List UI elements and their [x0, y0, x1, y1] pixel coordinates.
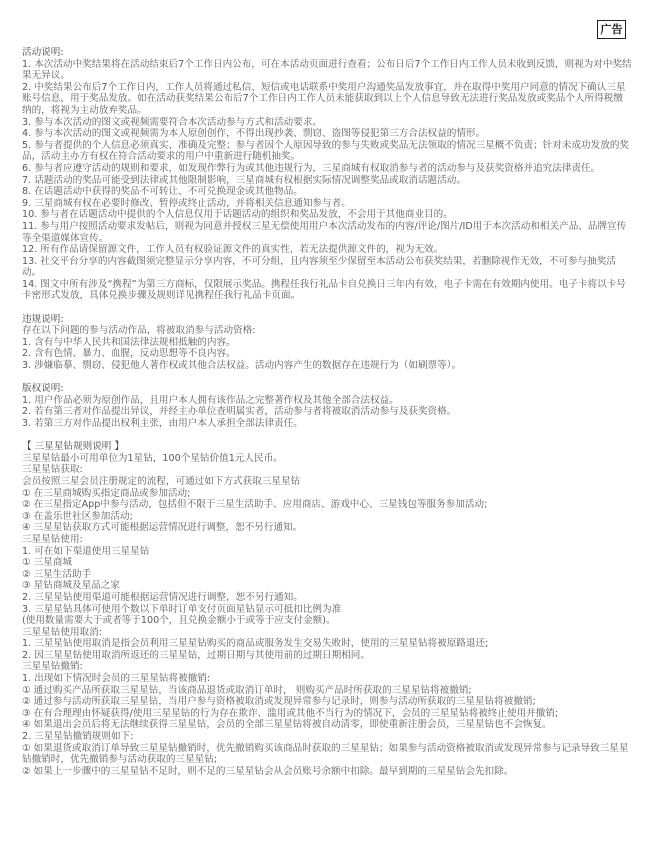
rule-line: 1. 三星星钻使用取消是指会员利用三星星钻购买的商品或服务发生交易失败时，使用的三星星钻将被原路退还;: [22, 638, 489, 650]
rule-line: ③ 在盖乐世社区参加活动;: [22, 510, 133, 522]
rule-line: 6. 参与者应遵守活动的规则和要求，如发现作弊行为或其他违规行为，三星商城有权取消参与者的活动参与及获奖资格并追究法律责任。: [22, 162, 601, 174]
copyright-section: [22, 383, 632, 429]
rule-line: 3. 若第三方对作品提出权利主张，由用户本人承担全部法律责任。: [22, 418, 303, 429]
star-diamond-rules-section: [22, 441, 632, 777]
rule-line: 2. 含有色情、暴力、血腥，反动思想等不良内容。: [22, 348, 236, 360]
rule-line: 12. 所有作品请保留源文件，工作人员有权验证源文件的真实性，若无法提供源文件的，视为无效。: [22, 244, 444, 256]
rule-line: 1. 出现如下情况时会员的三星星钻将被撤销:: [22, 673, 211, 685]
rule-line: 8. 在话题活动中获得的奖品不可转让、不可兑换现金或其他物品。: [22, 186, 303, 198]
rule-line: 存在以下问题的参与活动作品，将被取消参与活动资格:: [22, 325, 256, 337]
rule-line: 1. 可在如下渠道使用三星星钻: [22, 545, 150, 557]
rule-line: 4. 参与本次活动的图文或视频需为本人原创创作，不得出现抄袭、剽窃、盗图等侵犯第三方合法权益的情形。: [22, 128, 486, 140]
rule-line: 2. 三星星钻使用渠道可能根据运营情况进行调整，恕不另行通知。: [22, 591, 303, 603]
rule-line: 三星星钻获取:: [22, 464, 83, 476]
rule-line: ② 通过参与活动所获取三星星钻，当用户参与资格被取消或发现异常参与记录时，则参与活动所获取的三星星钻将被撤销;: [22, 696, 536, 708]
section-heading: 违规说明:: [22, 313, 64, 325]
rule-line: 10. 参与者在话题活动中提供的个人信息仅用于话题活动的组织和奖品发放，不会用于其他商业目的。: [22, 209, 453, 221]
rule-line: 1. 用户作品必须为原创作品，且用户本人拥有该作品之完整著作权及其他全部合法权益。: [22, 394, 399, 406]
rule-line: ④ 如果退出会员后将无法继续获得三星星钻，会员的全部三星星钻将被自动清零，即使重新注册会员，三星星钻也不会恢复。: [22, 719, 552, 731]
rule-line: 13. 社交平台分享的内容截图须完整显示分享内容，不可分组，且内容须至少保留至本活动公布获奖结果，若删除视作无效，不可参与抽奖活动。: [22, 255, 616, 279]
rule-line: 3. 三星星钻具体可使用个数以下单时订单支付页面星钻显示可抵扣比例为准: [22, 603, 342, 615]
rule-line: ③ 在有合理理由怀疑获得/使用三星星钻的行为存在欺诈、滥用或其他不当行为的情况下，会员的三星星钻将被终止使用并撤销;: [22, 707, 559, 719]
rule-line: 3. 涉嫌临摹、剽窃、侵犯他人著作权或其他合法权益。活动内容产生的数据存在违规行为（如刷票等）。: [22, 360, 462, 372]
rule-line: ② 如果上一步骤中的三星星钻不足时，则不足的三星星钻会从会员账号余额中扣除。最早到期的三星星钻会先扣除。: [22, 765, 514, 777]
rule-line: 2. 三星星钻撤销规则如下:: [22, 731, 134, 743]
section-heading: 【 三星星钻规则说明 】: [22, 441, 125, 453]
rule-line: 2. 若有第三者对作品提出异议，并经主办单位查明属实者，活动参与者将被取消活动参与及获奖资格。: [22, 406, 457, 418]
section-heading: 版权说明:: [22, 383, 64, 395]
rule-line: 9. 三星商城有权在必要时修改、暂停或终止活动，并将相关信息通知参与者。: [22, 197, 351, 209]
rule-line: (使用数量需要大于或者等于100个，且兑换金额小于或等于应支付金额)。: [22, 615, 336, 627]
rule-line: ① 三星商城: [22, 557, 73, 569]
section-heading: 活动说明:: [22, 47, 64, 58]
rule-line: 三星星钻使用:: [22, 533, 83, 545]
rule-line: 2. 因三星星钻使用取消所返还的三星星钻，过期日期与其使用前的过期日期相同。: [22, 649, 370, 661]
rule-line: ③ 星钻商城及星品之家: [22, 580, 120, 592]
rule-line: 1. 本次活动中奖结果将在活动结束后7个工作日内公布，可在本活动页面进行查看；公布日后7个工作日内工作人员未收到反馈，则视为对中奖结果无异议。: [22, 58, 632, 82]
violation-rules-section: [22, 314, 632, 372]
rule-line: 2. 中奖结果公布后7个工作日内，工作人员将通过私信、短信或电话联系中奖用户沟通奖品发放事宜，并在取得中奖用户同意的情况下确认三星账号信息，用于奖品发放。如在活动获奖结果公布后7个工作日内工作人员未能获取到以上个人信息导致无法进行奖品发放或奖品个人所得税缴纳的，将视为主动放弃奖品。: [22, 81, 626, 116]
rule-line: 11. 参与用户按照活动要求发帖后，则视为同意并授权三星无偿使用用户本次活动发布的内容/评论/图片/ID用于本次活动和相关产品、品牌宣传等全渠道媒体宣传。: [22, 220, 627, 244]
rule-line: ④ 三星星钻获取方式可能根据运营情况进行调整，恕不另行通知。: [22, 522, 303, 534]
ad-badge: 广告: [597, 20, 626, 39]
activity-rules-section: [22, 47, 632, 302]
rule-line: ② 三星生活助手: [22, 568, 92, 580]
rule-line: 会员按照三星会员注册规定的流程，可通过如下方式获取三星星钻: [22, 475, 301, 487]
rule-line: ① 在三星商城购买指定商品或参加活动;: [22, 487, 191, 499]
rules-document: [22, 47, 632, 789]
rule-line: ② 在三星指定App中参与活动，包括但不限于三星生活助手、应用商店、游戏中心、三星钱包等服务参加活动;: [22, 499, 488, 511]
rule-line: 7. 话题活动的奖品可能受到法律或其他限制影响，三星商城有权根据实际情况调整奖品或取消话题活动。: [22, 174, 466, 186]
rule-line: 5. 参与者提供的个人信息必须真实、准确及完整；参与者因个人原因导致的参与失败或奖品无法领取的情况三星概不负责；针对未成功发放的奖品，活动主办方有权在符合活动要求的用户中重新进行随机抽奖。: [22, 139, 630, 163]
rule-line: 三星星钻最小可用单位为1星钻，100个星钻价值1元人民币。: [22, 452, 283, 464]
rule-line: ① 如果退货或取消订单导致三星星钻撤销时，优先撤销购买该商品时获取的三星星钻；如果参与活动资格被取消或发现异常参与记录导致三星星钻撤销时，优先撤销参与活动获取的三星星钻;: [22, 742, 629, 766]
rule-line: 1. 含有与中华人民共和国法律法规相抵触的内容。: [22, 336, 236, 348]
rule-line: 三星星钻撤销:: [22, 661, 83, 673]
rule-line: ① 通过购买产品所获取三星星钻，当该商品退货或取消订单时， 则购买产品时所获取的三星星钻将被撤销;: [22, 684, 472, 696]
rule-line: 三星星钻使用取消:: [22, 626, 102, 638]
rule-line: 3. 参与本次活动的图文或视频需要符合本次活动参与方式和活动要求。: [22, 116, 323, 128]
rule-line: 14. 图文中所有涉及“携程”为第三方商标，仅限展示奖品。携程任我行礼品卡自兑换日三年内有效，电子卡需在有效期内使用。电子卡将以卡号卡密形式发放，具体兑换步骤及规则详见携程任我行礼品卡页面。: [22, 278, 626, 302]
